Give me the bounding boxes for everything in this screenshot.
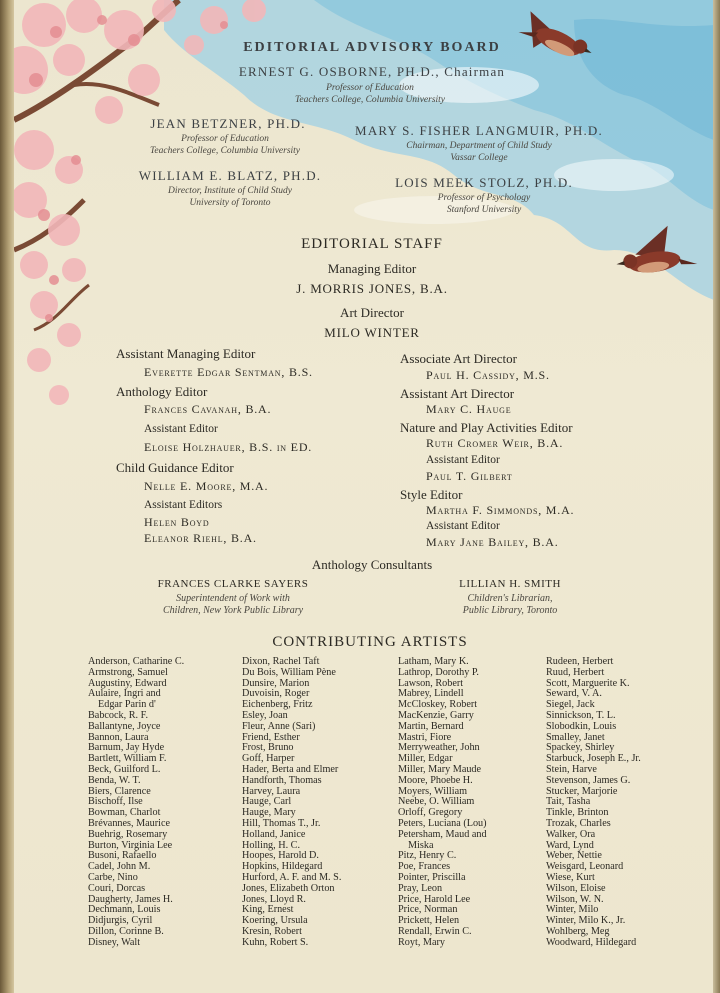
staff-left-name-3: Nelle E. Moore, M.A. [144,479,269,493]
artist-name: Disney, Walt [88,936,141,948]
member-title-langmuir-2: Vassar College [450,153,508,163]
staff-left-name-1: Frances Cavanah, B.A. [144,402,272,416]
managing-editor-role: Managing Editor [327,261,417,276]
artist-name: Woodward, Hildegard [546,936,637,948]
artist-name: Poe, Frances [398,861,451,873]
artist-name: Neebe, O. William [398,796,475,808]
artists-column-3 [398,657,487,949]
artist-name: Burton, Virginia Lee [88,839,173,851]
artist-name: Winter, Milo [546,904,599,916]
staff-left-name-2: Eloise Holzhauer, B.S. in ED. [144,440,313,454]
artist-name: Jones, Elizabeth Orton [242,882,335,894]
consultant-title-smith-1: Children's Librarian, [467,593,553,604]
artist-name: Price, Harold Lee [398,893,471,905]
chairman-title-2: Teachers College, Columbia University [294,95,446,105]
artist-name: Latham, Mary K. [398,656,469,667]
consultants-heading: Anthology Consultants [311,557,433,572]
artist-name: Fleur, Anne (Sari) [242,720,316,732]
art-director-role: Art Director [340,305,404,320]
artist-name: Dixon, Rachel Taft [242,656,320,667]
member-title-stolz-2: Stanford University [446,205,522,215]
artist-name: Augustiny, Edward [88,677,167,689]
artist-name: Tinkle, Brinton [546,807,609,819]
member-title-stolz-1: Professor of Psychology [437,193,531,203]
artist-name: Kresin, Robert [242,925,302,937]
artist-name: Orloff, Gregory [398,807,463,819]
artist-name: Dechmann, Louis [88,904,161,916]
artist-name: Lawson, Robert [398,677,464,689]
artist-name: Bannon, Laura [88,731,149,743]
artist-name: Dillon, Corinne B. [88,925,164,937]
artist-name: Trozak, Charles [546,817,611,829]
artist-name: Buehrig, Rosemary [88,828,168,840]
artist-name: Smalley, Janet [546,731,605,743]
artist-name: Hopkins, Hildegard [242,861,323,873]
staff-left-role-2: Assistant Editor [144,423,218,435]
artist-name: Aulaire, Ingri and [88,688,161,700]
artist-name: Rendall, Erwin C. [398,925,472,937]
consultant-title-smith-2: Public Library, Toronto [462,605,558,616]
artists-column-2 [242,657,341,949]
artist-name: Carbe, Nino [88,871,138,883]
managing-editor-name: J. MORRIS JONES, B.A. [296,281,448,296]
artist-name: Lathrop, Dorothy P. [398,666,479,678]
consultant-name-smith: LILLIAN H. SMITH [459,578,561,590]
editorial-staff-heading: EDITORIAL STAFF [301,236,443,252]
consultant-name-sayers: FRANCES CLARKE SAYERS [157,578,309,590]
member-title-betzner-1: Professor of Education [181,134,269,144]
artist-name: Merryweather, John [398,742,480,754]
artist-name: Miska [408,839,434,851]
artist-name: Handforth, Thomas [242,774,322,786]
artist-name: Prickett, Helen [398,915,460,927]
advisory-board-heading: EDITORIAL ADVISORY BOARD [243,40,501,55]
member-title-betzner-2: Teachers College, Columbia University [149,146,301,156]
artist-name: Ballantyne, Joyce [88,720,161,732]
artist-name: Hoopes, Harold D. [242,850,319,862]
artist-name: Moore, Phoebe H. [398,774,473,786]
artist-name: Kuhn, Robert S. [242,936,309,948]
staff-right-name-0: Paul H. Cassidy, M.S. [426,368,550,382]
book-binding [0,0,14,993]
artist-name: Weisgard, Leonard [546,861,624,873]
artist-name: Wilson, W. N. [546,893,604,905]
book-page [14,0,714,993]
artist-name: Moyers, William [398,785,468,797]
artist-name: Goff, Harper [242,753,295,765]
member-name-stolz: LOIS MEEK STOLZ, PH.D. [395,175,573,190]
artist-name: Miller, Mary Maude [398,763,482,775]
artist-name: Dunsire, Marion [242,677,310,689]
artist-name: Brévannes, Maurice [88,817,171,829]
artist-name: Didjurgis, Cyril [88,915,153,927]
artist-name: Benda, W. T. [88,774,141,786]
artist-name: Seward, V. A. [546,688,602,700]
artist-name: Bowman, Charlot [88,807,161,819]
staff-left-role-1: Anthology Editor [116,384,208,399]
artist-name: Price, Norman [398,904,458,916]
page-edge [713,0,720,993]
artist-name: Biers, Clarence [88,785,151,797]
artist-name: Bartlett, William F. [88,753,167,765]
artist-name: Winter, Milo K., Jr. [546,915,626,927]
artist-name: Cadel, John M. [88,861,151,873]
artists-column-1 [88,657,184,949]
staff-right-name-5: Mary Jane Bailey, B.A. [426,535,559,549]
artist-name: Pray, Leon [398,882,443,894]
artist-name: Koering, Ursula [242,915,308,927]
artist-name: Pointer, Priscilla [398,871,466,883]
staff-right-role-5: Assistant Editor [426,520,500,532]
staff-left-role-3: Child Guidance Editor [116,460,234,475]
artist-name: Mabrey, Lindell [398,688,464,700]
staff-right-role-3: Assistant Editor [426,454,500,466]
artist-name: Bischoff, Ilse [88,796,143,808]
artist-name: Babcock, R. F. [88,709,149,721]
artist-name: Wilson, Eloise [546,882,606,894]
artist-name: Starbuck, Joseph E., Jr. [546,753,641,765]
artist-name: Hurford, A. F. and M. S. [242,871,342,883]
artist-name: Pitz, Henry C. [398,850,457,862]
member-title-langmuir-1: Chairman, Department of Child Study [406,141,552,151]
artist-name: Eichenberg, Fritz [242,699,313,711]
artist-name: Couri, Dorcas [88,882,146,894]
staff-right-role-2: Nature and Play Activities Editor [400,420,573,435]
staff-right-name-1: Mary C. Hauge [426,402,512,416]
artist-name: Wohlberg, Meg [546,925,610,937]
artist-name: Stucker, Marjorie [546,785,618,797]
staff-left-role-0: Assistant Managing Editor [116,346,256,361]
staff-right-name-4: Martha F. Simmonds, M.A. [426,503,575,517]
artist-name: King, Ernest [242,904,294,916]
artist-name: Armstrong, Samuel [88,666,168,678]
staff-left-name-0: Everette Edgar Sentman, B.S. [144,365,313,379]
artist-name: Scott, Marguerite K. [546,677,630,689]
artist-name: Hauge, Carl [242,796,292,808]
artist-name: Wiese, Kurt [546,871,595,883]
staff-right-role-1: Assistant Art Director [400,386,515,401]
artist-name: Harvey, Laura [242,785,301,797]
artist-name: Slobodkin, Louis [546,720,617,732]
artist-name: Hader, Berta and Elmer [242,763,339,775]
artist-name: Weber, Nettie [546,850,602,862]
contributing-artists-heading: CONTRIBUTING ARTISTS [272,634,468,650]
artist-name: Petersham, Maud and [398,828,487,840]
member-name-langmuir: MARY S. FISHER LANGMUIR, PH.D. [355,123,603,138]
artist-name: Mastri, Fiore [398,731,452,743]
artist-name: Daugherty, James H. [88,893,173,905]
art-director-name: MILO WINTER [324,325,420,340]
artist-name: Stein, Harve [546,763,597,775]
artist-name: Frost, Bruno [242,742,294,754]
artist-name: Friend, Esther [242,731,300,743]
artist-name: McCloskey, Robert [398,699,478,711]
member-name-betzner: JEAN BETZNER, PH.D. [150,116,306,131]
artist-name: Royt, Mary [398,936,445,948]
artist-name: Spackey, Shirley [546,742,615,754]
staff-right-role-4: Style Editor [400,487,463,502]
staff-left-role-4: Assistant Editors [144,499,223,511]
artist-name: Beck, Guilford L. [88,763,161,775]
artist-name: Holland, Janice [242,828,306,840]
artist-name: Edgar Parin d' [98,699,156,711]
chairman-title-1: Professor of Education [326,83,414,93]
artist-name: Siegel, Jack [546,699,595,711]
consultant-title-sayers-2: Children, New York Public Library [162,605,304,616]
artist-name: Walker, Ora [546,828,596,840]
artist-name: Hill, Thomas T., Jr. [242,817,321,829]
artist-name: Busoni, Rafaello [88,850,157,862]
staff-right-name-2: Ruth Cromer Weir, B.A. [426,436,564,450]
artist-name: Rudeen, Herbert [546,656,614,667]
artists-column-4 [546,657,641,949]
artist-name: Barnum, Jay Hyde [88,742,165,754]
member-name-blatz: WILLIAM E. BLATZ, PH.D. [138,168,322,183]
artist-name: Anderson, Catharine C. [88,656,185,667]
artist-name: Jones, Lloyd R. [242,893,306,905]
chairman-name: ERNEST G. OSBORNE, PH.D., Chairman [238,64,506,79]
staff-right-name-3: Paul T. Gilbert [426,469,513,483]
member-title-blatz-1: Director, Institute of Child Study [168,186,292,196]
artist-name: Holling, H. C. [242,839,301,851]
artist-name: Martin, Bernard [398,720,464,732]
artist-name: MacKenzie, Garry [398,709,474,721]
staff-left-name-4b: Eleanor Riehl, B.A. [144,531,257,545]
staff-left-name-4a: Helen Boyd [144,515,210,529]
member-title-blatz-2: University of Toronto [189,198,271,208]
artist-name: Ruud, Herbert [546,666,605,678]
artist-name: Stevenson, James G. [546,774,631,786]
consultant-title-sayers-1: Superintendent of Work with [176,593,290,604]
artist-name: Esley, Joan [242,709,288,721]
staff-right-role-0: Associate Art Director [400,351,517,366]
artist-name: Du Bois, William Pène [242,666,336,678]
artist-name: Sinnickson, T. L. [546,709,616,721]
artist-name: Hauge, Mary [242,807,296,819]
artist-name: Tait, Tasha [546,796,591,808]
artist-name: Miller, Edgar [398,753,453,765]
artist-name: Peters, Luciana (Lou) [398,817,487,829]
artist-name: Ward, Lynd [546,839,594,851]
artist-name: Duvoisin, Roger [242,688,310,700]
